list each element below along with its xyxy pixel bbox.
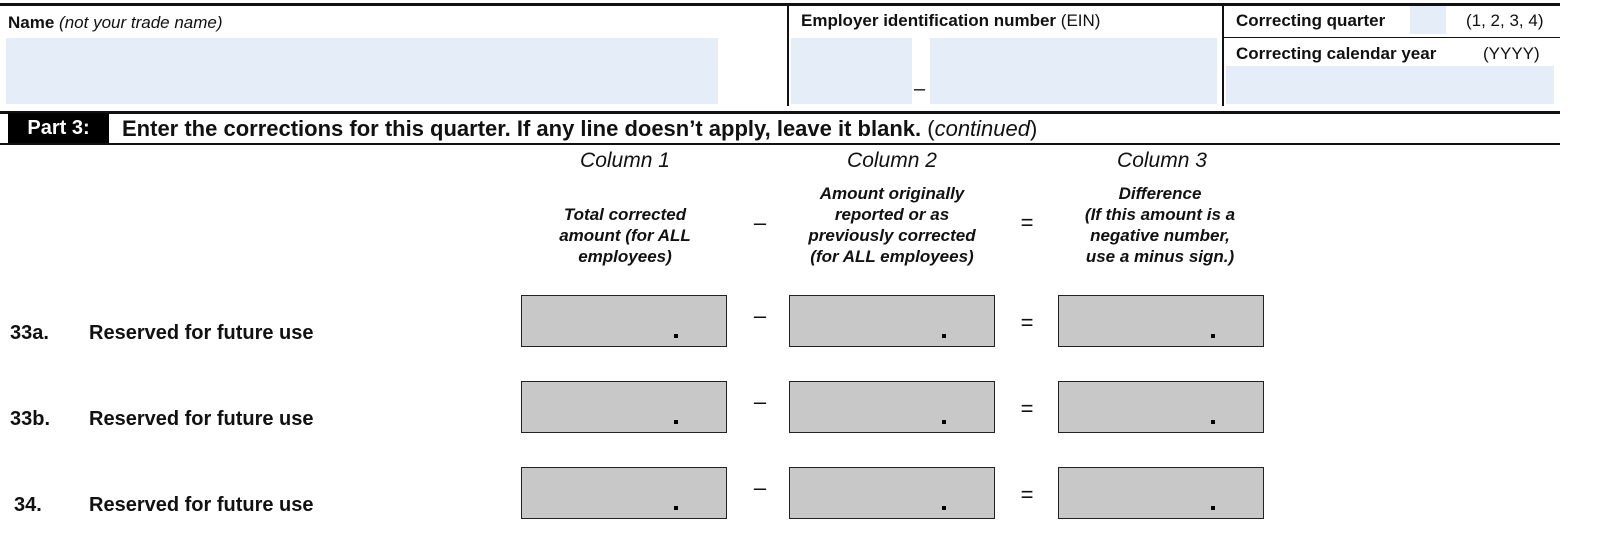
year-label: Correcting calendar year [1236,44,1437,63]
part-bar-bottom [0,143,1560,145]
decimal-point [942,334,946,338]
line-34-column-1-input[interactable] [521,467,727,519]
decimal-point [674,506,678,510]
minus-sign: – [753,389,767,414]
line-33a-column-3-input[interactable] [1058,295,1264,347]
decimal-point [1211,506,1215,510]
quarter-input[interactable] [1410,6,1446,34]
decimal-point [942,420,946,424]
column-1-title: Column 1 [580,149,670,172]
year-hint: (YYYY) [1483,44,1540,63]
line-33b-column-1-input[interactable] [521,381,727,433]
ein-label: Employer identification number (EIN) [801,11,1101,30]
top-border [0,3,1560,6]
minus-sign: – [753,303,767,328]
header-minus-sign: – [753,210,767,235]
column-2-title: Column 2 [847,149,937,172]
name-input[interactable] [6,38,718,104]
line-33b-column-2-input[interactable] [789,381,995,433]
line-label-33a: Reserved for future use [89,322,314,344]
ein-input-prefix[interactable] [791,38,912,104]
decimal-point [1211,334,1215,338]
ein-input-suffix[interactable] [930,38,1217,104]
line-number-33a: 33a. [10,322,49,344]
line-label-34: Reserved for future use [89,494,314,516]
header-equals-sign: = [1020,210,1034,235]
name-label: Name (not your trade name) [8,13,223,32]
decimal-point [942,506,946,510]
quarter-hint: (1, 2, 3, 4) [1466,11,1544,30]
year-input[interactable] [1226,66,1554,104]
decimal-point [674,334,678,338]
header-divider-2 [1222,3,1224,106]
line-34-column-3-input[interactable] [1058,467,1264,519]
line-number-34: 34. [14,494,42,516]
column-1-description: Total corrected amount (for ALL employees) [559,205,691,266]
line-33a-column-1-input[interactable] [521,295,727,347]
part-bar-top [0,111,1560,114]
column-3-description: Difference (If this amount is a negative number, use a minus sign.) [1084,184,1236,266]
header-mid-line [1222,37,1560,38]
minus-sign: – [753,475,767,500]
part-badge: Part 3: [8,113,109,143]
equals-sign: = [1020,396,1034,421]
column-3-title: Column 3 [1117,149,1207,172]
equals-sign: = [1020,482,1034,507]
line-34-column-2-input[interactable] [789,467,995,519]
equals-sign: = [1020,310,1034,335]
part-title: Enter the corrections for this quarter. If any line doesn’t apply, leave it blank. (continued) [122,116,1038,141]
decimal-point [674,420,678,424]
quarter-label: Correcting quarter [1236,11,1386,30]
line-label-33b: Reserved for future use [89,408,314,430]
header-divider-1 [787,3,789,106]
column-2-description: Amount originally reported or as previously corrected (for ALL employees) [808,184,976,266]
line-number-33b: 33b. [10,408,51,430]
line-33a-column-2-input[interactable] [789,295,995,347]
decimal-point [1211,420,1215,424]
line-33b-column-3-input[interactable] [1058,381,1264,433]
ein-separator: – [914,78,926,100]
